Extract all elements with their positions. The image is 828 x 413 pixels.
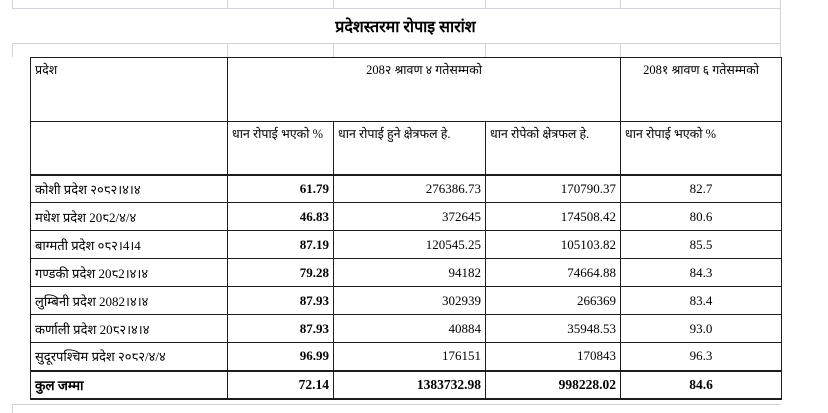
table-row — [31, 231, 782, 259]
gridline-vertical — [620, 0, 621, 8]
header-row-measures — [31, 122, 782, 175]
cell-pct-previous[interactable]: 80.6 — [621, 203, 782, 231]
header-province[interactable]: प्रदेश — [31, 58, 228, 122]
cell-target-area[interactable]: 276386.73 — [334, 175, 486, 203]
gridline-vertical — [227, 43, 228, 57]
header-pct-previous[interactable]: धान रोपाई भएको % — [621, 122, 782, 175]
cell-total-pct-previous[interactable]: 84.6 — [621, 371, 782, 399]
gridline-vertical — [12, 43, 13, 57]
header-planted-area[interactable]: धान रोपेको क्षेत्रफल हे. — [486, 122, 621, 175]
cell-pct-previous[interactable]: 83.4 — [621, 287, 782, 315]
table-row — [31, 203, 782, 231]
table-row — [31, 259, 782, 287]
cell-planted-area[interactable]: 74664.88 — [486, 259, 621, 287]
cell-target-area[interactable]: 302939 — [334, 287, 486, 315]
gridline-horizontal — [12, 404, 781, 405]
cell-province-name[interactable]: बाग्मती प्रदेश ०८२।4।4 — [31, 231, 228, 259]
cell-target-area[interactable]: 40884 — [334, 315, 486, 343]
cell-pct-current[interactable]: 96.99 — [228, 343, 334, 371]
header-empty-cell[interactable] — [31, 122, 228, 175]
header-target-area[interactable]: धान रोपाई हुने क्षेत्रफल हे. — [334, 122, 486, 175]
header-row-periods — [31, 58, 782, 122]
total-row — [31, 371, 782, 399]
gridline-vertical — [333, 0, 334, 8]
cell-pct-current[interactable]: 87.19 — [228, 231, 334, 259]
cell-total-target-area[interactable]: 1383732.98 — [334, 371, 486, 399]
cell-province-name[interactable]: लुम्बिनी प्रदेश 2082।४।४ — [31, 287, 228, 315]
gridline-horizontal — [12, 43, 781, 44]
gridline-vertical — [333, 43, 334, 57]
table-row — [31, 287, 782, 315]
header-pct-current[interactable]: धान रोपाई भएको % — [228, 122, 334, 175]
cell-planted-area[interactable]: 105103.82 — [486, 231, 621, 259]
cell-planted-area[interactable]: 174508.42 — [486, 203, 621, 231]
cell-pct-previous[interactable]: 96.3 — [621, 343, 782, 371]
cell-pct-current[interactable]: 79.28 — [228, 259, 334, 287]
cell-pct-previous[interactable]: 84.3 — [621, 259, 782, 287]
cell-province-name[interactable]: मधेश प्रदेश 20८2/४/४ — [31, 203, 228, 231]
cell-pct-previous[interactable]: 93.0 — [621, 315, 782, 343]
gridline-vertical — [12, 0, 13, 8]
cell-target-area[interactable]: 176151 — [334, 343, 486, 371]
gridline-vertical — [227, 0, 228, 8]
ropai-summary-table — [30, 57, 782, 400]
gridline-vertical — [620, 43, 621, 57]
header-period-current[interactable]: 208२ श्रावण ४ गतेसम्मको — [228, 58, 621, 122]
cell-pct-current[interactable]: 46.83 — [228, 203, 334, 231]
gridline-vertical — [485, 43, 486, 57]
header-period-previous[interactable]: 208१ श्रावण ६ गतेसम्मको — [621, 58, 782, 122]
cell-planted-area[interactable]: 35948.53 — [486, 315, 621, 343]
cell-planted-area[interactable]: 170790.37 — [486, 175, 621, 203]
cell-province-name[interactable]: कोशी प्रदेश २०८२।४।४ — [31, 175, 228, 203]
cell-total-planted-area[interactable]: 998228.02 — [486, 371, 621, 399]
cell-planted-area[interactable]: 266369 — [486, 287, 621, 315]
gridline-vertical — [12, 404, 13, 413]
cell-pct-current[interactable]: 61.79 — [228, 175, 334, 203]
cell-total-label[interactable]: कुल जम्मा — [31, 371, 228, 399]
cell-province-name[interactable]: सुदूरपश्चिम प्रदेश २०८२/४/४ — [31, 343, 228, 371]
cell-target-area[interactable]: 120545.25 — [334, 231, 486, 259]
cell-pct-current[interactable]: 87.93 — [228, 315, 334, 343]
cell-target-area[interactable]: 372645 — [334, 203, 486, 231]
table-row — [31, 343, 782, 371]
page-title: प्रदेशस्तरमा रोपाइ सारांश — [335, 18, 476, 36]
cell-province-name[interactable]: गण्डकी प्रदेश 20८2।४।४ — [31, 259, 228, 287]
cell-pct-current[interactable]: 87.93 — [228, 287, 334, 315]
table-row — [31, 175, 782, 203]
cell-pct-previous[interactable]: 82.7 — [621, 175, 782, 203]
cell-planted-area[interactable]: 170843 — [486, 343, 621, 371]
sheet-title-cell[interactable] — [30, 8, 781, 43]
cell-pct-previous[interactable]: 85.5 — [621, 231, 782, 259]
gridline-vertical — [485, 0, 486, 8]
cell-target-area[interactable]: 94182 — [334, 259, 486, 287]
cell-total-pct-current[interactable]: 72.14 — [228, 371, 334, 399]
table-row — [31, 315, 782, 343]
cell-province-name[interactable]: कर्णाली प्रदेश 20८२।४।४ — [31, 315, 228, 343]
